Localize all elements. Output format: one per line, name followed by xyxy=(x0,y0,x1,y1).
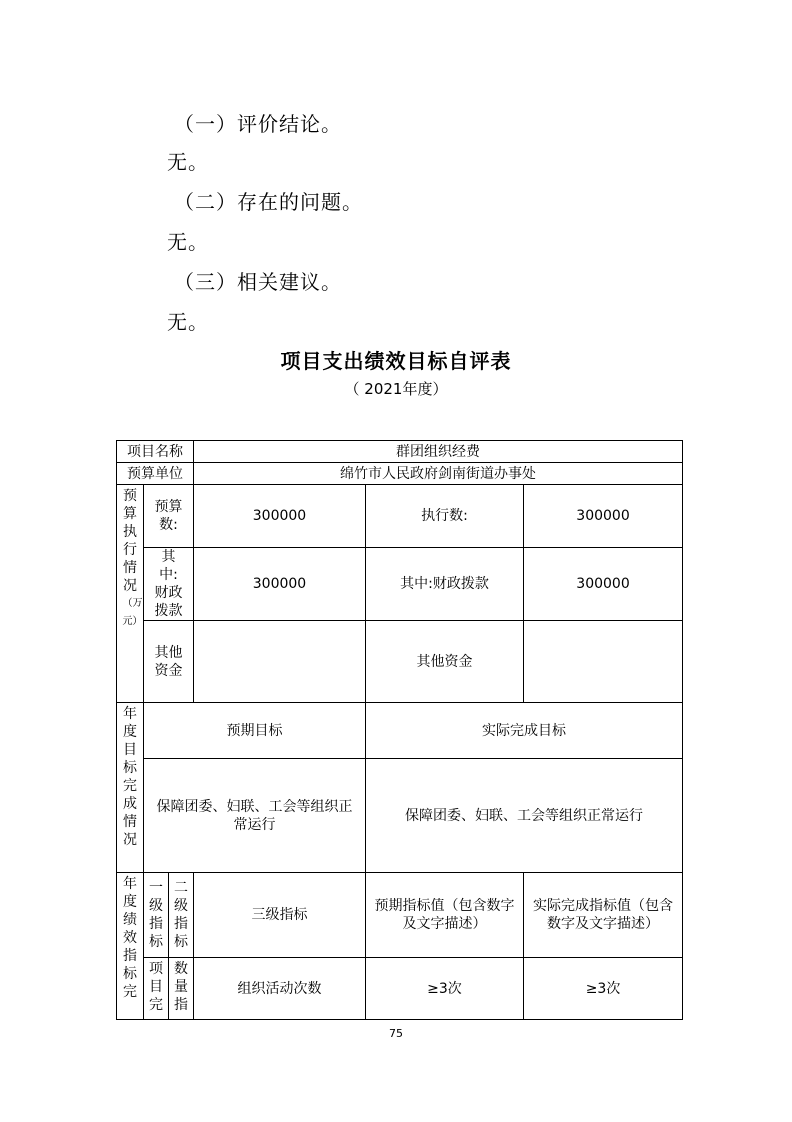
unit-label: 预算单位 xyxy=(117,463,194,485)
table-title: 项目支出绩效目标自评表 xyxy=(280,349,512,373)
section-text-problems: 无。 xyxy=(167,230,209,254)
section-heading-suggestions: （三）相关建议。 xyxy=(174,270,342,294)
page-number: 75 xyxy=(389,1027,403,1040)
row-level1: 项目完 xyxy=(149,961,163,1013)
unit-value: 绵竹市人民政府剑南街道办事处 xyxy=(194,463,683,485)
fiscal-exec-value: 300000 xyxy=(524,548,683,621)
row-level2: 数量指 xyxy=(174,961,188,1013)
level3-header: 三级指标 xyxy=(194,873,366,958)
annual-goal-label: 年度目标完成情况 xyxy=(123,706,137,848)
budget-count-label-cell xyxy=(144,485,194,548)
budget-count-label: 预算数: xyxy=(154,499,183,533)
annual-goal-label-cell xyxy=(117,703,144,873)
other-funds-exec-value xyxy=(524,621,683,703)
row-indicator: 组织活动次数 xyxy=(194,958,366,1020)
fiscal-label-cell xyxy=(144,548,194,621)
expected-goal-header: 预期目标 xyxy=(144,703,366,759)
fiscal-label: 其中:财政拨款 xyxy=(154,549,183,619)
actual-goal-header: 实际完成目标 xyxy=(366,703,683,759)
row-actual-value: ≥3次 xyxy=(524,958,683,1020)
section-text-suggestions: 无。 xyxy=(167,310,209,334)
section-heading-problems: （二）存在的问题。 xyxy=(174,190,363,214)
level1-header: 一级指标 xyxy=(149,880,163,950)
budget-exec-label: 预算执行情况 xyxy=(123,488,137,594)
budget-exec-label-cell xyxy=(117,485,144,703)
level1-header-cell xyxy=(144,873,169,958)
expected-value-header: 预期指标值（包含数字及文字描述） xyxy=(366,873,524,958)
other-funds-exec-label: 其他资金 xyxy=(366,621,524,703)
fiscal-value: 300000 xyxy=(194,548,366,621)
budget-exec-unit: （万元） xyxy=(122,598,143,627)
other-funds-label: 其他资金 xyxy=(154,644,183,679)
level2-header-cell xyxy=(169,873,194,958)
fiscal-exec-label: 其中:财政拨款 xyxy=(366,548,524,621)
level2-header: 二级指标 xyxy=(174,880,188,950)
exec-count-value: 300000 xyxy=(524,485,683,548)
expected-goal-value: 保障团委、妇联、工会等组织正常运行 xyxy=(144,759,366,873)
project-name-label: 项目名称 xyxy=(117,441,194,463)
row-level1-cell xyxy=(144,958,169,1020)
perf-label: 年度绩效指标完 xyxy=(123,876,137,1000)
other-funds-value xyxy=(194,621,366,703)
section-heading-conclusion: （一）评价结论。 xyxy=(174,112,342,136)
perf-label-cell xyxy=(117,873,144,1020)
row-expected-value: ≥3次 xyxy=(366,958,524,1020)
table-year: （ 2021年度） xyxy=(344,380,448,398)
section-text-conclusion: 无。 xyxy=(167,150,209,174)
budget-count-value: 300000 xyxy=(194,485,366,548)
exec-count-label: 执行数: xyxy=(366,485,524,548)
actual-goal-value: 保障团委、妇联、工会等组织正常运行 xyxy=(366,759,683,873)
other-funds-label-cell xyxy=(144,621,194,703)
row-level2-cell xyxy=(169,958,194,1020)
performance-table xyxy=(116,440,683,1020)
project-name-value: 群团组织经费 xyxy=(194,441,683,463)
actual-value-header: 实际完成指标值（包含数字及文字描述） xyxy=(524,873,683,958)
